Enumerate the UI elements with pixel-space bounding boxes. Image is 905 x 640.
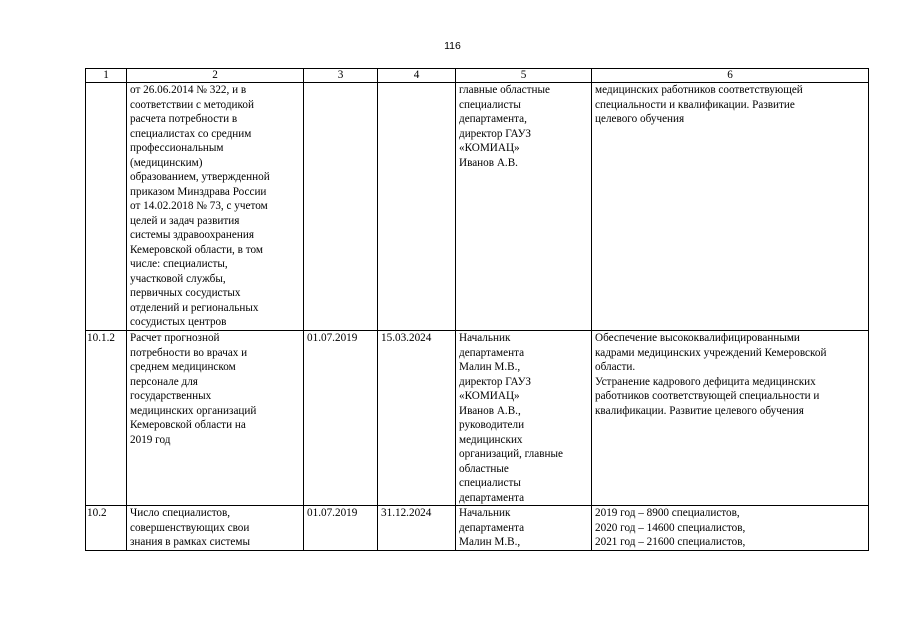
table-row [86, 83, 869, 331]
end-date-cell [378, 83, 456, 331]
result-cell: Обеспечение высококвалифицированными кадрами медицинских учреждений Кемеровской области. Устранение кадрового дефицита медицинских работников соответствующей специальности и квалификации. Развитие целевого обучения [592, 331, 869, 506]
responsible-cell: главные областные специалисты департамента, директор ГАУЗ «КОМИАЦ» Иванов А.В. [456, 83, 592, 331]
column-header-5: 5 [456, 69, 592, 83]
page-number: 116 [444, 40, 461, 52]
end-date-cell: 31.12.2024 [378, 506, 456, 551]
row-number-cell: 10.2 [86, 506, 127, 551]
responsible-cell: Начальник департамента Малин М.В., директор ГАУЗ «КОМИАЦ» Иванов А.В., руководители медицинских организаций, главные областные специалисты департамента [456, 331, 592, 506]
start-date-cell [304, 83, 378, 331]
result-cell: медицинских работников соответствующей специальности и квалификации. Развитие целевого обучения [592, 83, 869, 331]
table-row [86, 331, 869, 506]
start-date-cell: 01.07.2019 [304, 331, 378, 506]
column-header-6: 6 [592, 69, 869, 83]
column-header-3: 3 [304, 69, 378, 83]
plan-table [85, 68, 869, 551]
activity-name-cell: Число специалистов, совершенствующих свои знания в рамках системы [127, 506, 304, 551]
activity-name-cell: от 26.06.2014 № 322, и в соответствии с методикой расчета потребности в специалистах со средним профессиональным (медицинским) образованием, утвержденной приказом Минздрава России от 14.02.2018 № 73, с учетом целей и задач развития системы здравоохранения Кемеровской области, в том числе: специалисты, участковой службы, первичных сосудистых отделений и региональных сосудистых центров [127, 83, 304, 331]
activity-name-cell: Расчет прогнозной потребности во врачах и среднем медицинском персонале для государственных медицинских организаций Кемеровской области на 2019 год [127, 331, 304, 506]
start-date-cell: 01.07.2019 [304, 506, 378, 551]
table-row [86, 506, 869, 551]
column-header-2: 2 [127, 69, 304, 83]
row-number-cell [86, 83, 127, 331]
table-header-row [86, 69, 869, 83]
end-date-cell: 15.03.2024 [378, 331, 456, 506]
row-number-cell: 10.1.2 [86, 331, 127, 506]
responsible-cell: Начальник департамента Малин М.В., [456, 506, 592, 551]
result-cell: 2019 год – 8900 специалистов, 2020 год – 14600 специалистов, 2021 год – 21600 специалистов, [592, 506, 869, 551]
column-header-1: 1 [86, 69, 127, 83]
column-header-4: 4 [378, 69, 456, 83]
